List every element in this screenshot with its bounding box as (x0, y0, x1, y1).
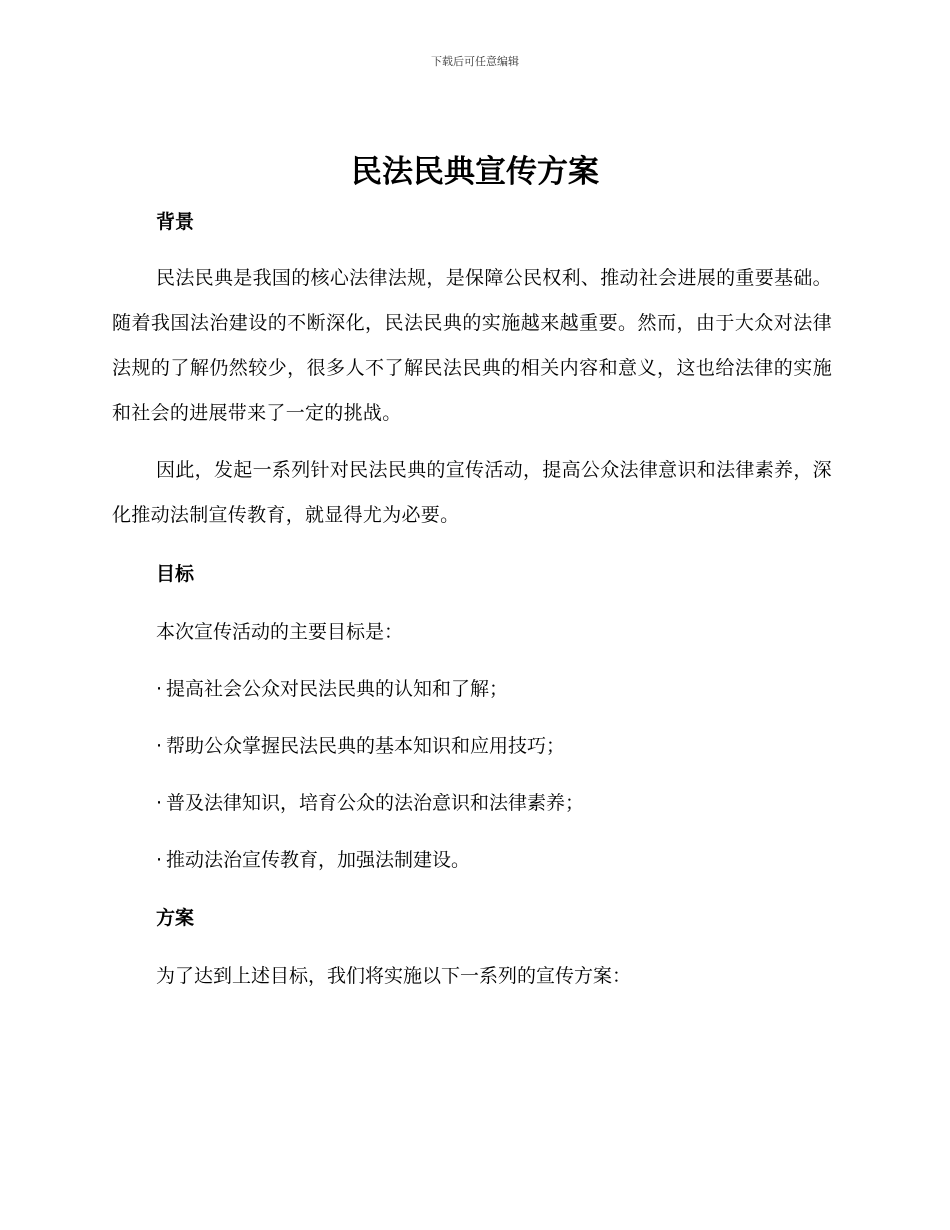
bullet-icon: · (156, 849, 163, 871)
goal-item-text: 推动法治宣传教育，加强法制建设。 (166, 849, 471, 871)
section-heading-background: 背景 (156, 211, 195, 233)
bullet-icon: · (156, 735, 163, 757)
plan-intro: 为了达到上述目标，我们将实施以下一系列的宣传方案： (156, 965, 632, 987)
background-paragraph-2: 因此，发起一系列针对民法民典的宣传活动，提高公众法律意识和法律素养，深化推动法制宣传教育，就显得尤为必要。 (112, 459, 832, 526)
goal-item-text: 普及法律知识，培育公众的法治意识和法律素养； (166, 792, 585, 814)
header-note: 下载后可任意编辑 (431, 55, 519, 68)
list-item (156, 789, 584, 817)
list-item (156, 846, 470, 874)
section-heading-plan: 方案 (156, 907, 195, 929)
section-heading-goals: 目标 (156, 563, 195, 585)
list-item (156, 732, 565, 760)
bullet-icon: · (156, 678, 163, 700)
document-title: 民法民典宣传方案 (351, 154, 599, 190)
goal-item-text: 提高社会公众对民法民典的认知和了解； (166, 678, 509, 700)
list-item (156, 675, 508, 703)
background-paragraph-1: 民法民典是我国的核心法律法规，是保障公民权利、推动社会进展的重要基础。随着我国法治建设的不断深化，民法民典的实施越来越重要。然而，由于大众对法律法规的了解仍然较少，很多人不了解民法民典的相关内容和意义，这也给法律的实施和社会的进展带来了一定的挑战。 (112, 267, 832, 424)
goal-item-text: 帮助公众掌握民法民典的基本知识和应用技巧； (166, 735, 566, 757)
goals-intro: 本次宣传活动的主要目标是： (156, 621, 404, 643)
bullet-icon: · (156, 792, 163, 814)
